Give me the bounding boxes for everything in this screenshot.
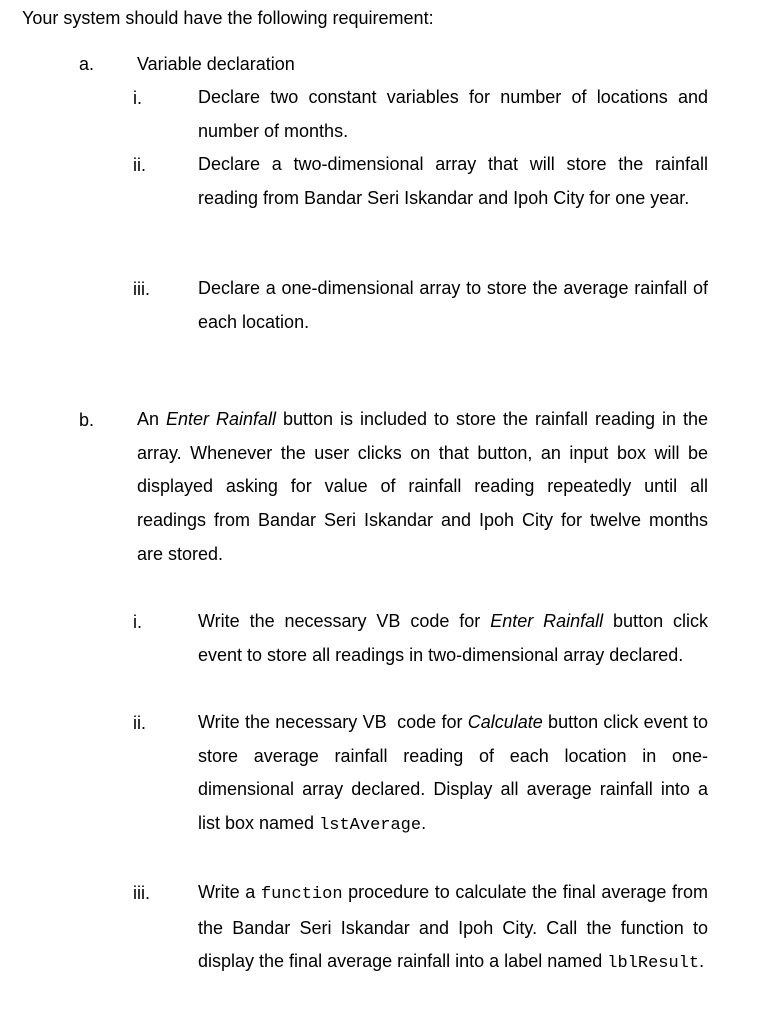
label-name-code: lblResult <box>607 954 700 974</box>
section-a-item-3-text: Declare a one-dimensional array to store the average rainfall of each location. <box>198 278 708 332</box>
intro-text: Your system should have the following requirement: <box>22 8 434 28</box>
section-b-item-1-emphasis: Enter Rainfall <box>490 611 604 631</box>
section-b-item-2-pre: Write the necessary VB code for <box>198 712 468 732</box>
section-b-marker: b. <box>79 410 95 430</box>
function-keyword-code: function <box>260 885 343 904</box>
section-b-item-1-numeral: i. <box>133 612 142 632</box>
section-b-intro <box>137 403 708 572</box>
section-a-item-2-text: Declare a two-dimensional array that will store the rainfall reading from Bandar Seri Iskandar and Ipoh City for one year. <box>198 154 708 208</box>
section-b-item-2-end: . <box>421 813 427 834</box>
section-b-item-2-emphasis: Calculate <box>467 712 543 732</box>
section-b-item-1-text <box>198 605 708 672</box>
section-b-item-1-post: button click event to store all readings in two-dimensional array declared. <box>198 611 708 665</box>
listbox-name-code: lstAverage <box>319 816 422 836</box>
section-b-item-3-text <box>198 876 708 981</box>
section-b-intro-pre: An <box>137 409 166 429</box>
section-b-intro-emphasis: Enter Rainfall <box>166 409 277 429</box>
section-a-marker: a. <box>79 54 95 74</box>
section-a-item-3-numeral: iii. <box>133 279 150 299</box>
section-b-item-3-mid: procedure to calculate the final average from the Bandar Seri Iskandar and Ipoh City. Call the function to display the final average rainfall into a label named <box>198 882 708 972</box>
section-a-item-2-numeral: ii. <box>133 155 146 175</box>
section-b-intro-post: button is included to store the rainfall reading in the array. Whenever the user clicks on that button, an input box will be displayed asking for value of rainfall reading repeatedly until all readings from Bandar Seri Iskandar and Ipoh City for twelve months are stored. <box>137 409 708 564</box>
section-a-item-1-text: Declare two constant variables for number of locations and number of months. <box>198 87 708 141</box>
section-a-item-1-numeral: i. <box>133 88 142 108</box>
section-b-item-1-pre: Write the necessary VB code for <box>198 611 491 631</box>
section-b-item-2-text <box>198 706 708 843</box>
section-b-item-3-end: . <box>699 951 705 972</box>
section-b-item-3-pre: Write a <box>198 882 261 902</box>
section-b-item-3-numeral: iii. <box>133 883 150 903</box>
section-a-title: Variable declaration <box>137 54 295 74</box>
section-b-item-2-post: button click event to store average rainfall reading of each location in one-dimensional array declared. Display all average rainfall into a list box named <box>198 712 708 834</box>
section-b-item-2-numeral: ii. <box>133 713 146 733</box>
